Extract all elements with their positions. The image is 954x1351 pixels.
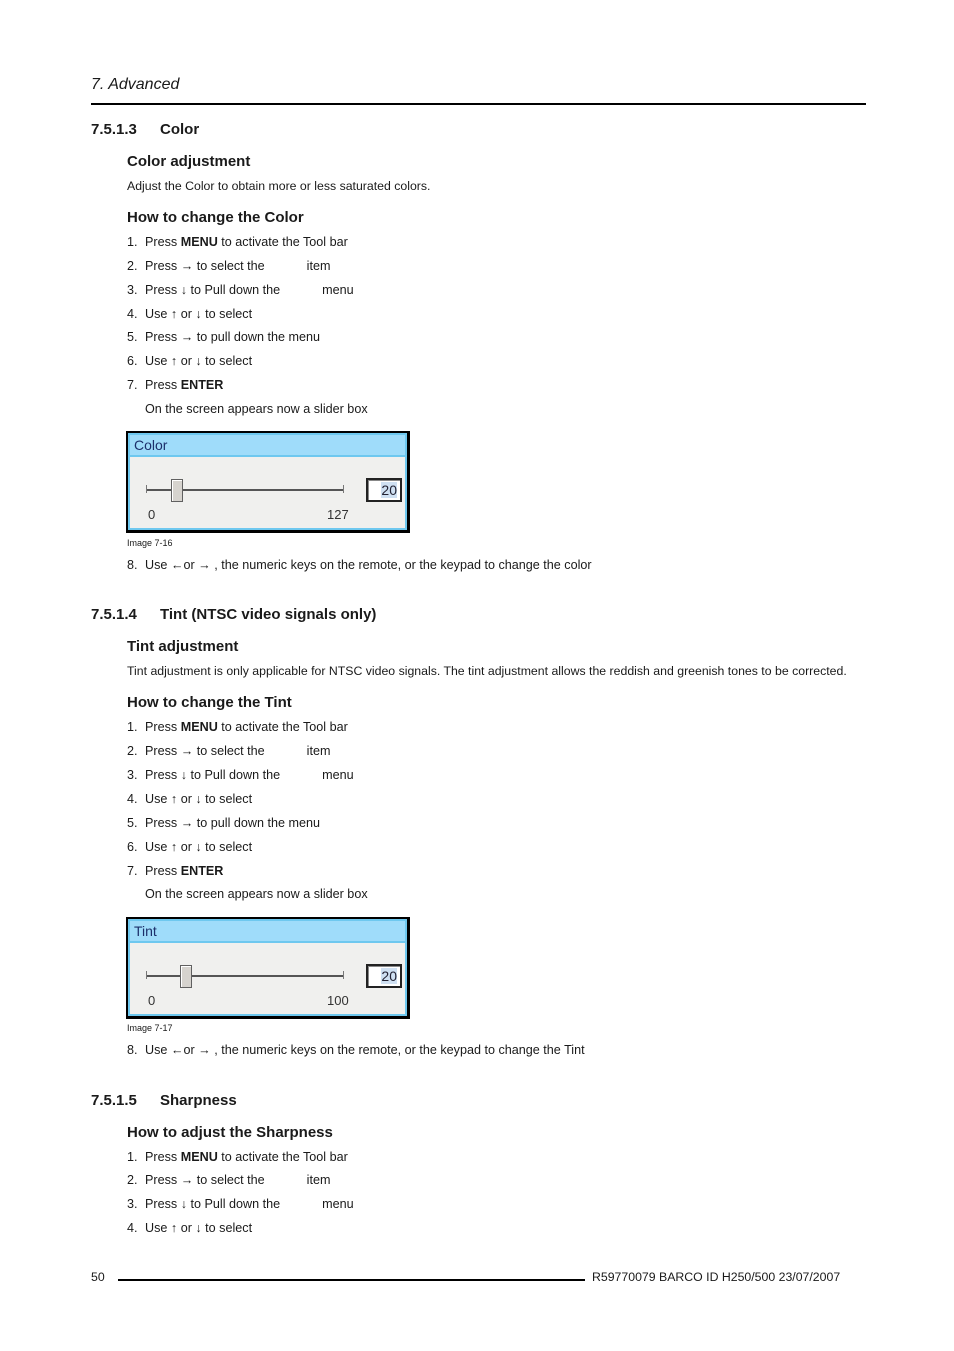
step-number: 2.: [127, 1173, 138, 1187]
footer-rule: [118, 1279, 585, 1281]
step-number: 6.: [127, 354, 138, 368]
slider-min-label: 0: [148, 993, 156, 1008]
slider-title-bar: [130, 435, 405, 455]
list-item: [127, 235, 348, 249]
list-item: [127, 1197, 354, 1211]
image-caption: Image 7-16: [127, 538, 173, 548]
step-text: Press: [145, 720, 181, 734]
step-number: 3.: [127, 1197, 138, 1211]
slider-thumb[interactable]: [180, 965, 192, 988]
section-heading-color: [91, 121, 199, 138]
step-key: MENU: [180, 235, 218, 249]
header-rule: [91, 103, 866, 105]
slider-tick-min: [146, 485, 147, 493]
slider-title: Tint: [134, 923, 157, 939]
step-text: to activate the Tool bar: [217, 235, 348, 249]
step-number: 4.: [127, 307, 138, 321]
list-item: [127, 1150, 348, 1164]
slider-thumb[interactable]: [171, 479, 183, 502]
list-item: [127, 558, 592, 572]
list-item: [127, 1043, 585, 1057]
step-number: 2.: [127, 744, 138, 758]
step-text: Press → to pull down the menu: [145, 816, 321, 830]
step-number: 4.: [127, 1221, 138, 1235]
step-text: Press ↓ to Pull down the menu: [145, 283, 354, 297]
slider-tick-min: [146, 971, 147, 979]
step-text: Press → to select the item: [145, 1173, 331, 1187]
list-item: [127, 330, 320, 344]
slider-tick-max: [343, 971, 344, 979]
step-number: 8.: [127, 558, 138, 572]
step-text: to activate the Tool bar: [217, 720, 348, 734]
step-key: MENU: [180, 1150, 218, 1164]
step-number: 5.: [127, 816, 138, 830]
step-text: Press: [145, 864, 181, 878]
step-number: 1.: [127, 720, 138, 734]
step-text: Press: [145, 378, 181, 392]
slider-title: Color: [134, 437, 168, 453]
how-to-adjust-sharpness-heading: How to adjust the Sharpness: [127, 1124, 333, 1141]
list-item: [127, 744, 330, 758]
section-heading-tint: [91, 606, 376, 623]
step-text: Use ↑ or ↓ to select: [145, 840, 253, 854]
step-number: 3.: [127, 768, 138, 782]
list-item: [127, 283, 354, 297]
slider-value: 20: [381, 482, 397, 498]
list-item: [127, 720, 348, 734]
step-number: 5.: [127, 330, 138, 344]
list-item: [127, 864, 223, 878]
step-text: Use ←or → , the numeric keys on the remote, or the keypad to change the color: [145, 558, 592, 572]
slider-max-label: 127: [327, 507, 349, 522]
step-number: 7.: [127, 864, 138, 878]
list-item: [127, 1173, 330, 1187]
step-text: Press: [145, 1150, 181, 1164]
slider-tick-max: [343, 485, 344, 493]
step-number: 2.: [127, 259, 138, 273]
color-slider-box: [126, 431, 410, 533]
section-title: Sharpness: [160, 1092, 237, 1109]
list-item: [127, 840, 252, 854]
step-number: 8.: [127, 1043, 138, 1057]
slider-track[interactable]: [146, 975, 344, 977]
slider-value-field[interactable]: [366, 478, 402, 502]
step-number: 1.: [127, 235, 138, 249]
section-title: Color: [160, 121, 200, 138]
how-to-change-color-heading: How to change the Color: [127, 209, 304, 226]
list-item: [127, 378, 223, 392]
image-caption: Image 7-17: [127, 1023, 173, 1033]
document-reference: R59770079 BARCO ID H250/500 23/07/2007: [592, 1270, 841, 1284]
slider-value: 20: [381, 968, 397, 984]
step-number: 6.: [127, 840, 138, 854]
color-adjustment-heading: Color adjustment: [127, 153, 251, 170]
section-heading-sharpness: [91, 1092, 237, 1109]
list-item: [127, 1221, 252, 1235]
tint-adjustment-text: Tint adjustment is only applicable for NTSC video signals. The tint adjustment allows the reddish and greenish tones to be corrected.: [127, 664, 847, 678]
step-key: MENU: [180, 720, 218, 734]
list-item: [127, 792, 252, 806]
page-number: 50: [91, 1270, 105, 1284]
slider-value-field[interactable]: [366, 964, 402, 988]
step-text: to activate the Tool bar: [217, 1150, 348, 1164]
tint-adjustment-heading: Tint adjustment: [127, 638, 239, 655]
step-text: Use ↑ or ↓ to select: [145, 307, 253, 321]
step-text: Press → to pull down the menu: [145, 330, 321, 344]
step-text: Press → to select the item: [145, 259, 331, 273]
slider-note: On the screen appears now a slider box: [145, 402, 368, 416]
step-number: 3.: [127, 283, 138, 297]
step-number: 4.: [127, 792, 138, 806]
step-number: 7.: [127, 378, 138, 392]
step-text: Press ↓ to Pull down the menu: [145, 1197, 354, 1211]
list-item: [127, 768, 354, 782]
step-number: 1.: [127, 1150, 138, 1164]
step-text: Press ↓ to Pull down the menu: [145, 768, 354, 782]
section-number: 7.5.1.5: [91, 1092, 137, 1109]
slider-max-label: 100: [327, 993, 349, 1008]
list-item: [127, 259, 330, 273]
section-number: 7.5.1.4: [91, 606, 137, 623]
step-key: ENTER: [180, 378, 224, 392]
step-text: Use ↑ or ↓ to select: [145, 1221, 253, 1235]
color-adjustment-text: Adjust the Color to obtain more or less saturated colors.: [127, 179, 431, 193]
section-title: Tint (NTSC video signals only): [160, 606, 377, 623]
list-item: [127, 307, 252, 321]
step-text: Press: [145, 235, 181, 249]
step-text: Use ↑ or ↓ to select: [145, 792, 253, 806]
slider-note: On the screen appears now a slider box: [145, 887, 368, 901]
list-item: [127, 354, 252, 368]
tint-slider-box: [126, 917, 410, 1019]
chapter-title: 7. Advanced: [91, 76, 180, 93]
slider-min-label: 0: [148, 507, 156, 522]
step-text: Use ←or → , the numeric keys on the remote, or the keypad to change the Tint: [145, 1043, 585, 1057]
step-key: ENTER: [180, 864, 224, 878]
section-number: 7.5.1.3: [91, 121, 137, 138]
step-text: Use ↑ or ↓ to select: [145, 354, 253, 368]
list-item: [127, 816, 320, 830]
step-text: Press → to select the item: [145, 744, 331, 758]
how-to-change-tint-heading: How to change the Tint: [127, 694, 292, 711]
slider-title-bar: [130, 921, 405, 941]
